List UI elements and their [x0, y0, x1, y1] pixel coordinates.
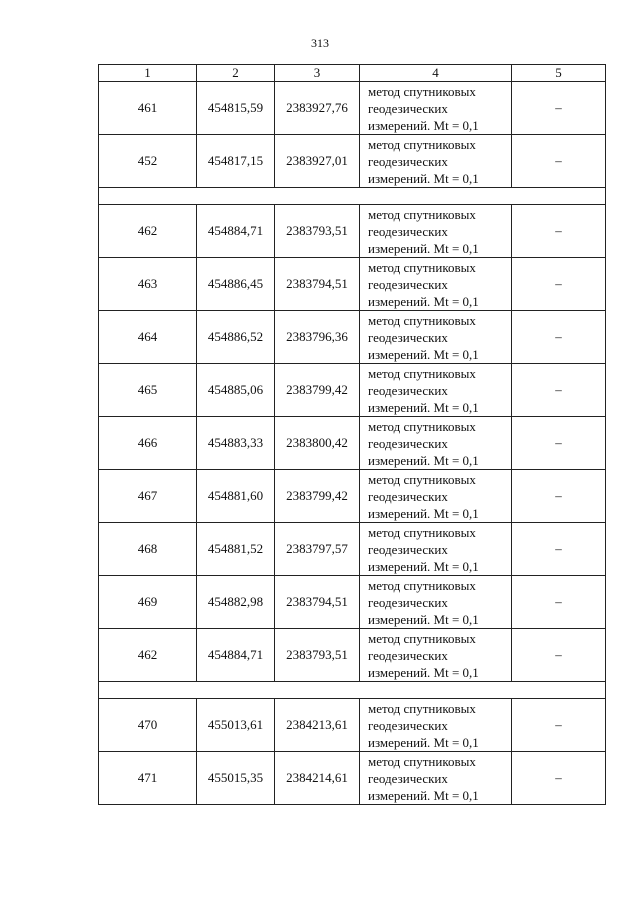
y-coordinate-cell: 2383800,42	[275, 417, 360, 470]
method-line: измерений. Mt = 0,1	[368, 170, 479, 186]
x-coordinate-cell: 454815,59	[197, 82, 275, 135]
method-line: измерений. Mt = 0,1	[368, 664, 479, 680]
table-row	[99, 135, 606, 188]
method-line: измерений. Mt = 0,1	[368, 558, 479, 574]
x-coordinate-cell: 454885,06	[197, 364, 275, 417]
page-number: 313	[311, 36, 329, 50]
table-row	[99, 699, 606, 752]
method-cell	[360, 470, 512, 523]
point-cell: 469	[99, 576, 197, 629]
method-line: измерений. Mt = 0,1	[368, 611, 479, 627]
note-cell: –	[512, 205, 606, 258]
table-row	[99, 470, 606, 523]
point-cell: 462	[99, 629, 197, 682]
header-row	[99, 65, 606, 82]
method-line: геодезических	[368, 717, 448, 733]
x-coordinate-cell: 454881,52	[197, 523, 275, 576]
method-line: метод спутниковых	[368, 700, 476, 716]
note-cell: –	[512, 311, 606, 364]
table-row	[99, 752, 606, 805]
table-body	[99, 82, 606, 805]
method-line: измерений. Mt = 0,1	[368, 346, 479, 362]
method-cell	[360, 752, 512, 805]
note-cell: –	[512, 258, 606, 311]
x-coordinate-cell: 454817,15	[197, 135, 275, 188]
method-line: геодезических	[368, 329, 448, 345]
point-cell: 468	[99, 523, 197, 576]
table-row	[99, 523, 606, 576]
method-line: измерений. Mt = 0,1	[368, 117, 479, 133]
point-cell: 452	[99, 135, 197, 188]
method-line: метод спутниковых	[368, 83, 476, 99]
method-cell	[360, 364, 512, 417]
table-row	[99, 417, 606, 470]
method-cell	[360, 523, 512, 576]
method-cell	[360, 629, 512, 682]
method-line: метод спутниковых	[368, 630, 476, 646]
y-coordinate-cell: 2383799,42	[275, 470, 360, 523]
column-header-3: 3	[275, 65, 360, 82]
method-line: геодезических	[368, 435, 448, 451]
method-line: измерений. Mt = 0,1	[368, 505, 479, 521]
method-line: геодезических	[368, 382, 448, 398]
method-line: метод спутниковых	[368, 524, 476, 540]
method-line: метод спутниковых	[368, 753, 476, 769]
x-coordinate-cell: 454883,33	[197, 417, 275, 470]
y-coordinate-cell: 2383927,01	[275, 135, 360, 188]
y-coordinate-cell: 2383927,76	[275, 82, 360, 135]
x-coordinate-cell: 454882,98	[197, 576, 275, 629]
note-cell: –	[512, 629, 606, 682]
y-coordinate-cell: 2383794,51	[275, 576, 360, 629]
method-line: метод спутниковых	[368, 471, 476, 487]
coordinates-table	[98, 64, 606, 805]
note-cell: –	[512, 576, 606, 629]
note-cell: –	[512, 417, 606, 470]
table-row	[99, 364, 606, 417]
table-row	[99, 258, 606, 311]
method-line: геодезических	[368, 223, 448, 239]
method-line: метод спутниковых	[368, 418, 476, 434]
method-cell	[360, 576, 512, 629]
separator-row	[99, 188, 606, 205]
method-line: геодезических	[368, 153, 448, 169]
method-line: измерений. Mt = 0,1	[368, 787, 479, 803]
method-line: геодезических	[368, 276, 448, 292]
point-cell: 465	[99, 364, 197, 417]
y-coordinate-cell: 2383793,51	[275, 205, 360, 258]
table-row	[99, 629, 606, 682]
x-coordinate-cell: 455015,35	[197, 752, 275, 805]
method-line: геодезических	[368, 594, 448, 610]
method-line: геодезических	[368, 770, 448, 786]
method-cell	[360, 258, 512, 311]
method-line: измерений. Mt = 0,1	[368, 240, 479, 256]
y-coordinate-cell: 2383793,51	[275, 629, 360, 682]
method-cell	[360, 417, 512, 470]
table-row	[99, 82, 606, 135]
table-row	[99, 311, 606, 364]
column-header-4: 4	[360, 65, 512, 82]
point-cell: 467	[99, 470, 197, 523]
point-cell: 464	[99, 311, 197, 364]
note-cell: –	[512, 699, 606, 752]
separator-row	[99, 682, 606, 699]
x-coordinate-cell: 454881,60	[197, 470, 275, 523]
y-coordinate-cell: 2383799,42	[275, 364, 360, 417]
column-header-5: 5	[512, 65, 606, 82]
y-coordinate-cell: 2383794,51	[275, 258, 360, 311]
method-cell	[360, 82, 512, 135]
x-coordinate-cell: 455013,61	[197, 699, 275, 752]
method-cell	[360, 699, 512, 752]
y-coordinate-cell: 2384214,61	[275, 752, 360, 805]
x-coordinate-cell: 454884,71	[197, 205, 275, 258]
note-cell: –	[512, 523, 606, 576]
point-cell: 470	[99, 699, 197, 752]
table-header	[99, 65, 606, 82]
point-cell: 466	[99, 417, 197, 470]
method-line: измерений. Mt = 0,1	[368, 399, 479, 415]
method-line: метод спутниковых	[368, 577, 476, 593]
table-row	[99, 205, 606, 258]
method-line: метод спутниковых	[368, 206, 476, 222]
note-cell: –	[512, 135, 606, 188]
note-cell: –	[512, 752, 606, 805]
point-cell: 461	[99, 82, 197, 135]
y-coordinate-cell: 2384213,61	[275, 699, 360, 752]
method-line: метод спутниковых	[368, 136, 476, 152]
note-cell: –	[512, 470, 606, 523]
point-cell: 463	[99, 258, 197, 311]
method-line: метод спутниковых	[368, 312, 476, 328]
x-coordinate-cell: 454886,45	[197, 258, 275, 311]
point-cell: 471	[99, 752, 197, 805]
point-cell: 462	[99, 205, 197, 258]
method-line: измерений. Mt = 0,1	[368, 293, 479, 309]
column-header-1: 1	[99, 65, 197, 82]
method-line: метод спутниковых	[368, 259, 476, 275]
method-cell	[360, 135, 512, 188]
method-line: метод спутниковых	[368, 365, 476, 381]
note-cell: –	[512, 364, 606, 417]
method-cell	[360, 205, 512, 258]
y-coordinate-cell: 2383796,36	[275, 311, 360, 364]
method-line: геодезических	[368, 647, 448, 663]
method-cell	[360, 311, 512, 364]
separator-cell	[99, 188, 606, 205]
note-cell: –	[512, 82, 606, 135]
x-coordinate-cell: 454884,71	[197, 629, 275, 682]
y-coordinate-cell: 2383797,57	[275, 523, 360, 576]
column-header-2: 2	[197, 65, 275, 82]
method-line: измерений. Mt = 0,1	[368, 734, 479, 750]
separator-cell	[99, 682, 606, 699]
method-line: геодезических	[368, 488, 448, 504]
method-line: геодезических	[368, 100, 448, 116]
method-line: измерений. Mt = 0,1	[368, 452, 479, 468]
method-line: геодезических	[368, 541, 448, 557]
x-coordinate-cell: 454886,52	[197, 311, 275, 364]
table-row	[99, 576, 606, 629]
